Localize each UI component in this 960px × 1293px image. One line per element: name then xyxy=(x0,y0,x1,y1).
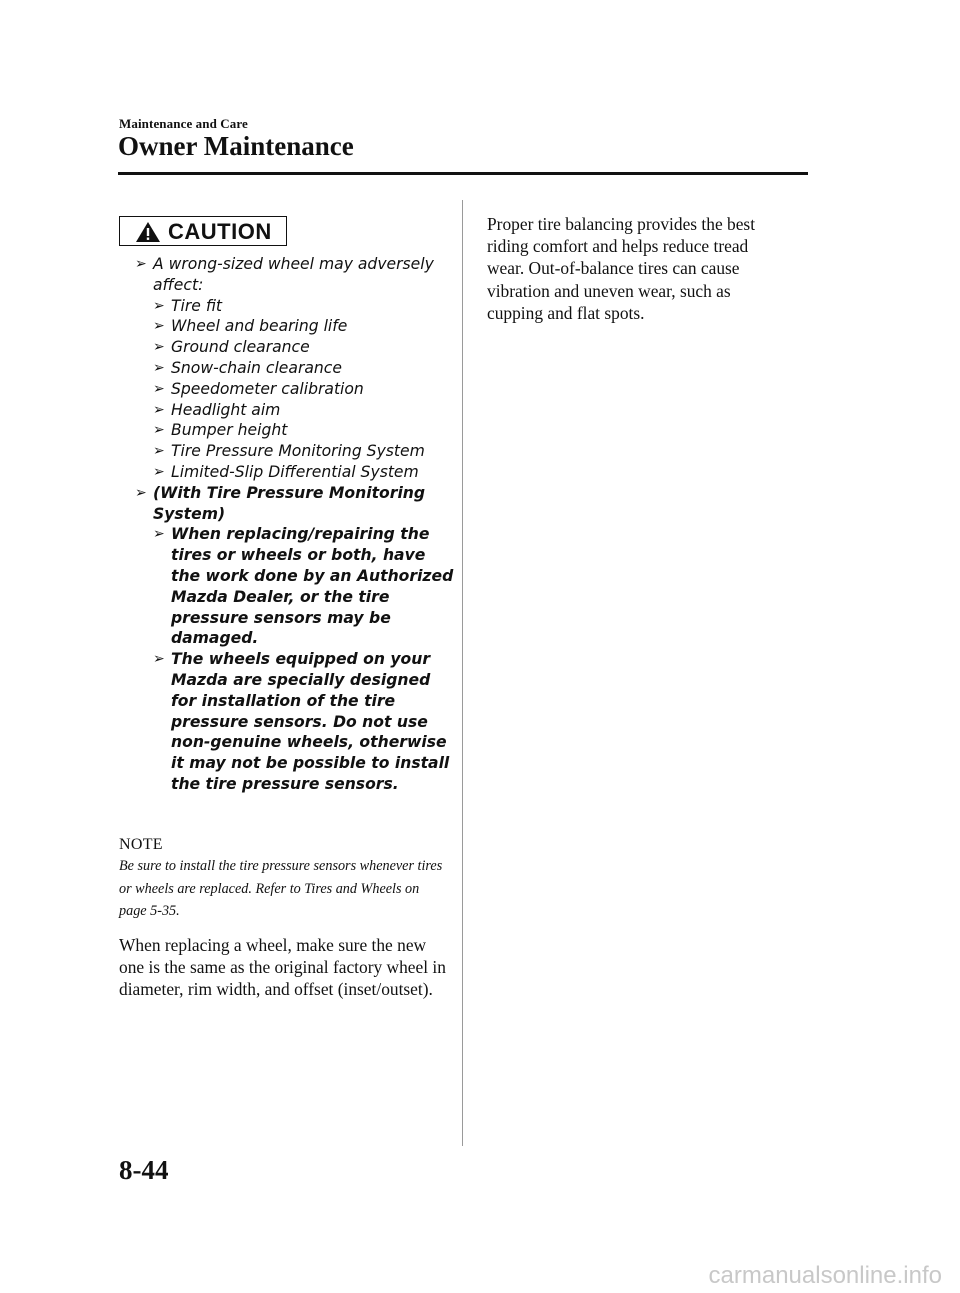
caution-banner xyxy=(119,216,287,246)
watermark: carmanualsonline.info xyxy=(708,1262,942,1289)
caution-label: CAUTION xyxy=(168,219,272,244)
caution-subitem: ➢ Speedometer calibration xyxy=(153,379,455,400)
caution-sublist xyxy=(153,296,455,483)
caution-subitem: ➢ Tire fit xyxy=(153,296,455,317)
caution-item-text: A wrong-sized wheel may adversely affect: xyxy=(153,255,434,294)
caution-subitem: ➢ Ground clearance xyxy=(153,337,455,358)
caution-list xyxy=(135,254,455,795)
warning-triangle-icon xyxy=(135,221,161,243)
caution-subitem: ➢ Bumper height xyxy=(153,420,455,441)
page-title: Owner Maintenance xyxy=(118,131,354,161)
page-number: 8-44 xyxy=(119,1155,169,1185)
section-label: Maintenance and Care xyxy=(119,116,248,131)
caution-subitem: ➢ Tire Pressure Monitoring System xyxy=(153,441,455,462)
column-divider xyxy=(462,200,463,1146)
caution-subitem: ➢ When replacing/repairing the tires or wheels or both, have the work done by an Authorized Mazda Dealer, or the tire pressure sensors may be damaged. xyxy=(153,524,455,649)
caution-sublist xyxy=(153,524,455,794)
caution-subitem: ➢ Wheel and bearing life xyxy=(153,316,455,337)
caution-item xyxy=(135,483,455,795)
caution-subitem: ➢ The wheels equipped on your Mazda are specially designed for installation of the tire pressure sensors. Do not use non-genuine wheels, otherwise it may not be possible to install the tire pressure sensors. xyxy=(153,649,455,795)
note-text: Be sure to install the tire pressure sensors whenever tires or wheels are replaced. Refer to Tires and Wheels on page 5-35. xyxy=(119,858,443,919)
tire-balancing-paragraph: Proper tire balancing provides the best riding comfort and helps reduce tread wear. Out-of-balance tires can cause vibration and uneven wear, such as cupping and flat spots. xyxy=(487,214,756,323)
wheel-replacement-paragraph: When replacing a wheel, make sure the new one is the same as the original factory wheel in diameter, rim width, and offset (inset/outset). xyxy=(119,935,446,1000)
caution-subitem: ➢ Headlight aim xyxy=(153,400,455,421)
caution-item-text: (With Tire Pressure Monitoring System) xyxy=(153,483,426,523)
note-heading: NOTE xyxy=(119,836,163,853)
title-rule xyxy=(118,172,808,175)
caution-item xyxy=(135,254,455,483)
caution-body xyxy=(135,254,455,795)
caution-subitem: ➢ Snow-chain clearance xyxy=(153,358,455,379)
caution-subitem: ➢ Limited-Slip Differential System xyxy=(153,462,455,483)
